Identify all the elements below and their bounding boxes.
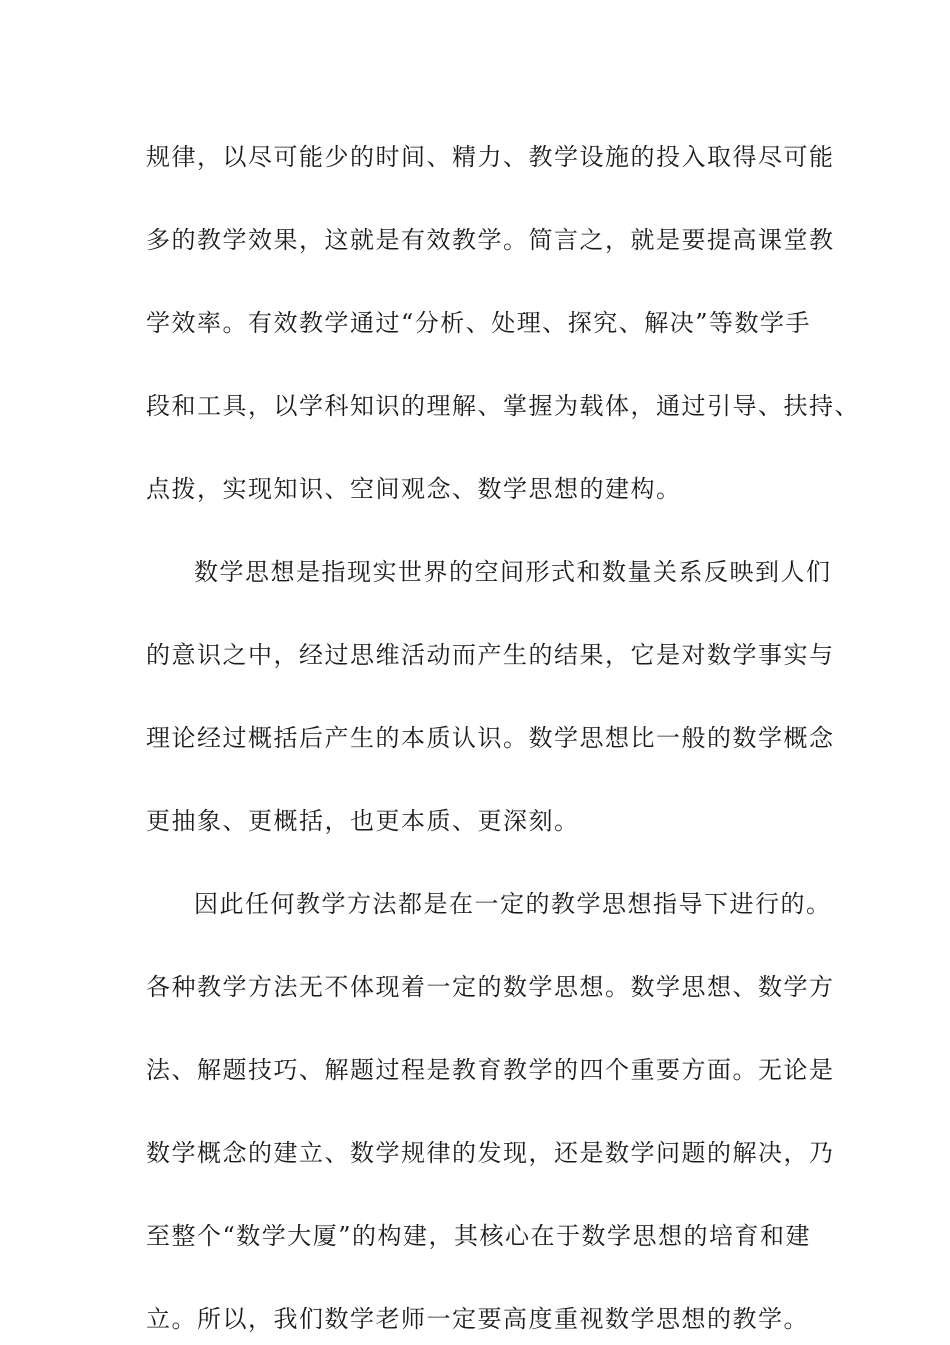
text-line: 更抽象、更概括，也更本质、更深刻。 xyxy=(146,807,580,835)
text-line: 因此任何教学方法都是在一定的教学思想指导下进行的。 xyxy=(194,890,832,918)
text-line: 的意识之中，经过思维活动而产生的结果，它是对数学事实与 xyxy=(146,641,835,669)
text-line: 规律，以尽可能少的时间、精力、教学设施的投入取得尽可能 xyxy=(146,143,835,171)
text-line: 理论经过概括后产生的本质认识。数学思想比一般的数学概念 xyxy=(146,724,835,752)
text-line: 立。所以，我们数学老师一定要高度重视数学思想的教学。 xyxy=(146,1305,809,1333)
text-line: 各种教学方法无不体现着一定的数学思想。数学思想、数学方 xyxy=(146,973,835,1001)
text-line: 段和工具，以学科知识的理解、掌握为载体，通过引导、扶持、 xyxy=(146,392,860,420)
text-line: 学效率。有效教学通过“分析、处理、探究、解决”等数学手 xyxy=(146,309,812,337)
body-text xyxy=(146,131,860,1345)
paragraph-2 xyxy=(146,546,835,878)
text-line: 数学思想是指现实世界的空间形式和数量关系反映到人们 xyxy=(194,558,832,586)
text-line: 法、解题技巧、解题过程是教育教学的四个重要方面。无论是 xyxy=(146,1056,835,1084)
paragraph-1 xyxy=(146,131,860,546)
paragraph-3 xyxy=(146,878,835,1345)
text-line: 多的教学效果，这就是有效教学。简言之，就是要提高课堂教 xyxy=(146,226,835,254)
text-line: 点拨，实现知识、空间观念、数学思想的建构。 xyxy=(146,475,682,503)
text-line: 至整个“数学大厦”的构建，其核心在于数学思想的培育和建 xyxy=(146,1222,812,1250)
text-line: 数学概念的建立、数学规律的发现，还是数学问题的解决，乃 xyxy=(146,1139,835,1167)
